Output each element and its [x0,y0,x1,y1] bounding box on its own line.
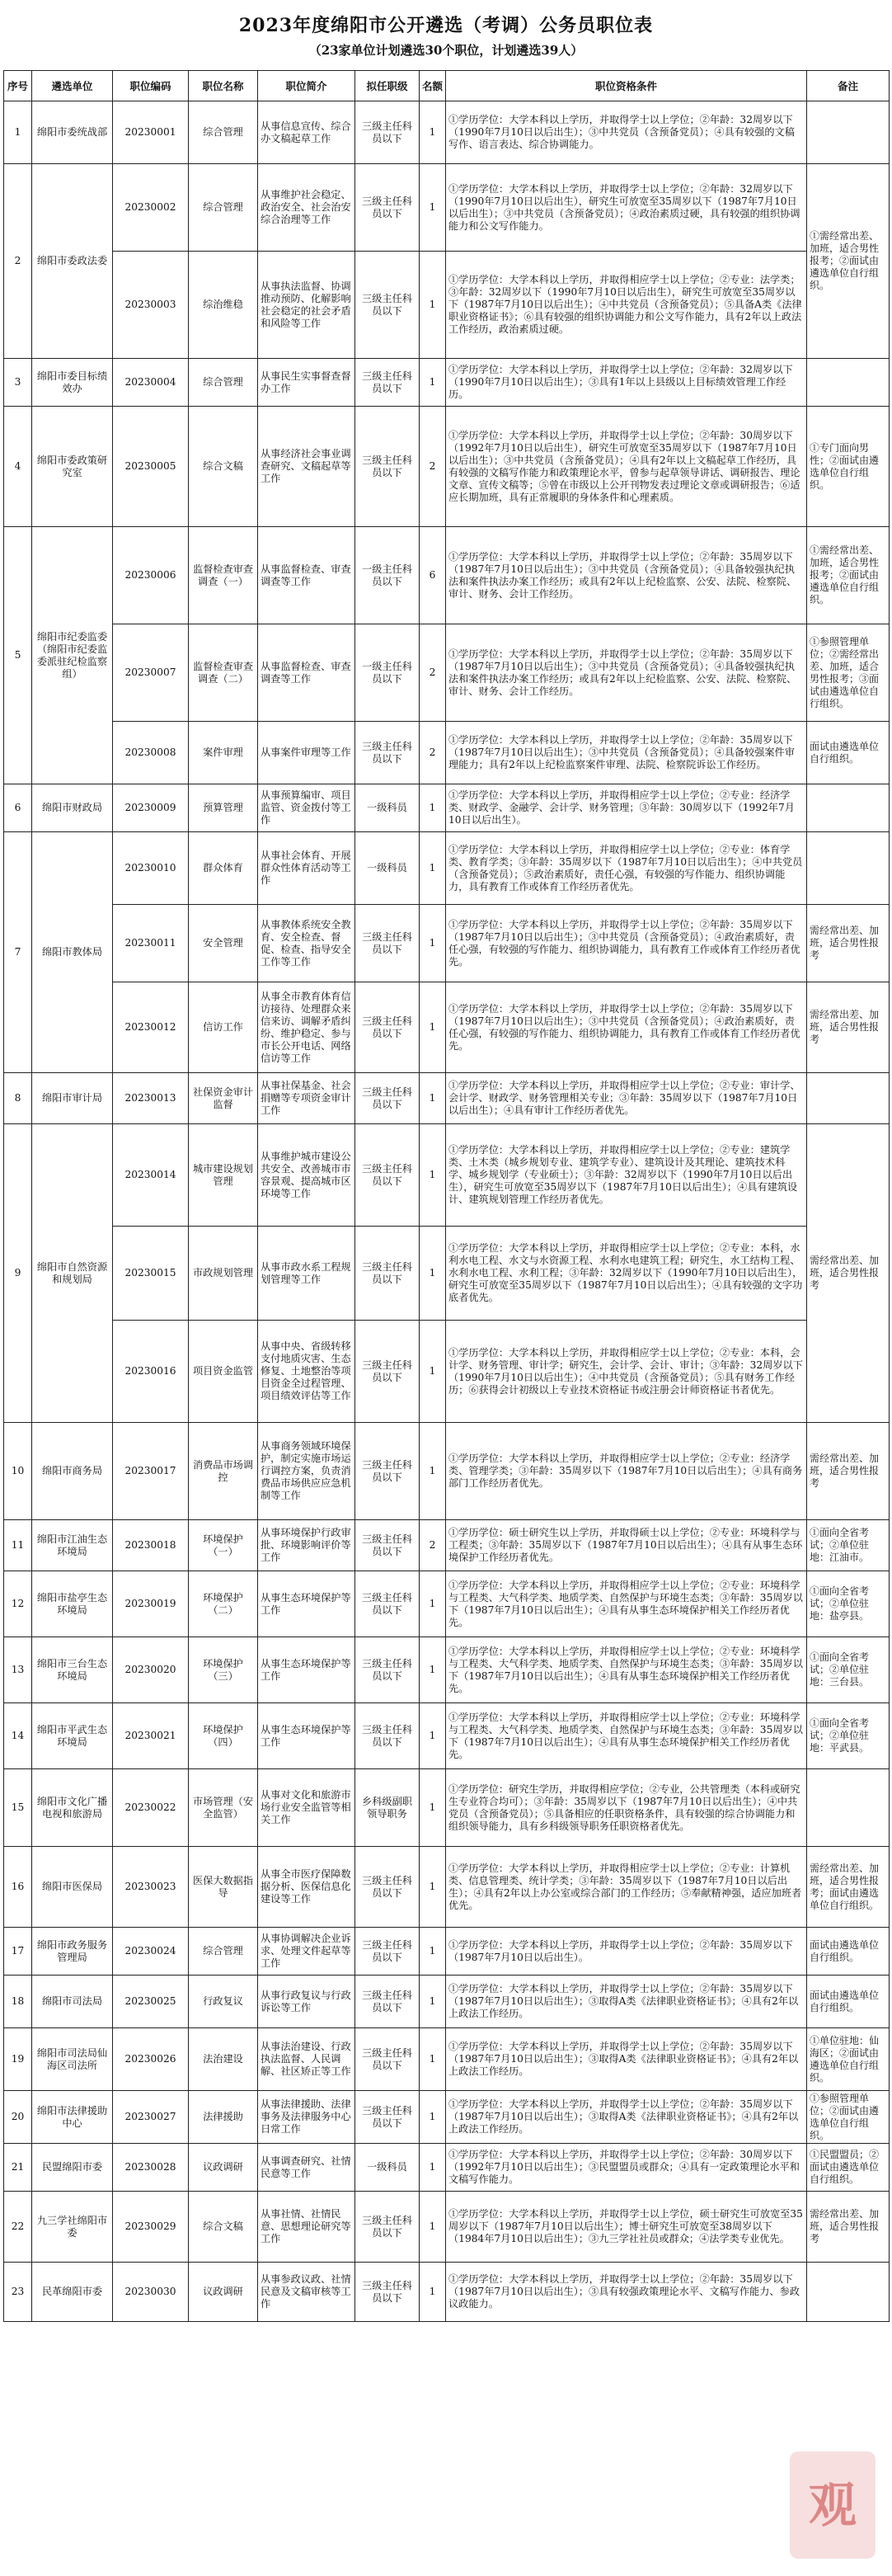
cell-index: 6 [4,784,32,832]
cell-quota: 6 [420,527,446,624]
cell-code: 20230026 [113,2028,189,2091]
cell-position: 群众体育 [189,832,258,905]
cell-level: 三级主任科员以下 [355,1928,420,1976]
cell-remarks: 面试由遴选单位自行组织。 [807,1928,890,1976]
cell-level: 一级科员 [355,832,420,905]
cell-level: 一级科员 [355,2144,420,2192]
cell-level: 三级主任科员以下 [355,1703,420,1769]
table-row [4,2144,890,2192]
cell-level: 三级主任科员以下 [355,1571,420,1637]
cell-index: 11 [4,1520,32,1571]
cell-quota: 1 [420,1703,446,1769]
cell-position: 医保大数据指导 [189,1847,258,1928]
cell-position: 综合文稿 [189,2192,258,2263]
cell-position: 议政调研 [189,2144,258,2192]
cell-quota: 1 [420,982,446,1073]
cell-remarks: ①面向全省考试；②单位驻地：江油市。 [807,1520,890,1571]
header-requirements: 职位资格条件 [446,71,807,101]
cell-code: 20230005 [113,407,189,527]
cell-position: 安全管理 [189,905,258,982]
cell-position: 监督检查审查调查（一） [189,527,258,624]
cell-index: 2 [4,164,32,359]
cell-quota: 1 [420,832,446,905]
cell-unit: 绵阳市司法局仙海区司法所 [32,2028,113,2091]
cell-unit: 绵阳市委统战部 [32,101,113,164]
cell-quota: 1 [420,1769,446,1847]
cell-quota: 1 [420,1571,446,1637]
cell-level: 一级科员 [355,784,420,832]
table-row [4,2028,890,2091]
header-unit: 遴选单位 [32,71,113,101]
table-row [4,905,890,982]
cell-requirements: ①学历学位：大学本科以上学历，并取得学士以上学位；②年龄：35周岁以下（1987年7月10日以后出生）；③中共党员（含预备党员）；④具备较强执纪执法和案件执法办案工作经历；或具有2年以上纪检监察、公安、法院、检察院、审计、财务、会计工作经历。 [446,624,807,722]
header-level: 拟任职级 [355,71,420,101]
table-row [4,164,890,252]
cell-unit: 绵阳市文化广播电视和旅游局 [32,1769,113,1847]
cell-level: 三级主任科员以下 [355,2091,420,2144]
cell-remarks: ①面向全省考试；②单位驻地：平武县。 [807,1703,890,1769]
cell-code: 20230025 [113,1976,189,2028]
cell-requirements: ①学历学位：大学本科以上学历，并取得学士以上学位；②年龄：35周岁以下（1987年7月10日以后出生）。 [446,1928,807,1976]
table-row [4,527,890,624]
cell-level: 三级主任科员以下 [355,1520,420,1571]
cell-code: 20230007 [113,624,189,722]
cell-code: 20230014 [113,1124,189,1227]
cell-unit: 民盟绵阳市委 [32,2144,113,2192]
table-row [4,2091,890,2144]
cell-index: 8 [4,1073,32,1124]
cell-level: 三级主任科员以下 [355,1073,420,1124]
cell-unit: 绵阳市江油生态环境局 [32,1520,113,1571]
cell-index: 13 [4,1637,32,1703]
table-row [4,2192,890,2263]
cell-requirements: ①学历学位：研究生学历，并取得相应学位；②专业，公共管理类（本科或研究生专业符合均可）；③年龄：35周岁以下（1987年7月10日以后出生）；④中共党员（含预备党员）；⑤具备相应的任职资格条件，具有较强的综合协调能力和组织领导能力，具有乡科级领导职务任职资格者优先。 [446,1769,807,1847]
cell-quota: 1 [420,2263,446,2322]
cell-unit: 民革绵阳市委 [32,2263,113,2322]
cell-requirements: ①学历学位：大学本科以上学历，并取得相应学士以上学位；②专业：环境科学与工程类、大气科学类、地质学类、自然保护与环境生态类；③年龄：35周岁以下（1987年7月10日以后出生）；④具有从事生态环境保护相关工作经历者优先。 [446,1637,807,1703]
cell-position: 综合管理 [189,101,258,164]
cell-index: 21 [4,2144,32,2192]
cell-intro: 从事协调解决企业诉求、处理文件起草等工作 [258,1928,355,1976]
cell-quota: 1 [420,1227,446,1321]
cell-index: 4 [4,407,32,527]
header-position: 职位名称 [189,71,258,101]
cell-requirements: ①学历学位：大学本科以上学历，并取得相应学士以上学位；②专业：本科，水利水电工程、水文与水资源工程、水利水电建筑工程；研究生，水工结构工程、水利水电工程、水利工程；③年龄：32周岁以下（1990年7月10日以后出生），研究生可放宽至35周岁以下（1987年7月10日以后出生）；④具有较强的文字功底者优先。 [446,1227,807,1321]
cell-remarks: ①参照管理单位；②面试由遴选单位自行组织。 [807,2091,890,2144]
cell-requirements: ①学历学位：大学本科以上学历，并取得学士以上学位，硕士研究生可放宽至35周岁以下（1987年7月10日以后出生）；博士研究生可放宽至38周岁以下（1984年7月10日以后出生）；③九三学社社员或群众；④法学类专业优先。 [446,2192,807,2263]
table-row [4,1073,890,1124]
header-index: 序号 [4,71,32,101]
cell-level: 三级主任科员以下 [355,1423,420,1520]
cell-unit: 绵阳市医保局 [32,1847,113,1928]
cell-intro: 从事生态环境保护等工作 [258,1703,355,1769]
cell-intro: 从事中央、省级转移支付地质灾害、生态修复、土地整治等项目资金全过程管理、项目绩效评估等工作 [258,1321,355,1423]
cell-requirements: ①学历学位：大学本科以上学历，并取得相应学士以上学位；②专业：本科，会计学、财务管理、审计学；研究生，会计学、会计、审计；③年龄：32周岁以下（1990年7月10日以后出生）；④中共党员（含预备党员）；⑤具有财务工作经历；⑥获得会计初级以上专业技术资格证书或注册会计师资格证书者优先。 [446,1321,807,1423]
cell-code: 20230022 [113,1769,189,1847]
table-row [4,832,890,905]
cell-requirements: ①学历学位：大学本科以上学历，并取得学士以上学位；②年龄：35周岁以下（1987年7月10日以后出生）；③中共党员（含预备党员）；④政治素质好，责任心强，有较强的写作能力、组织协调能力，具有教育工作或体育工作经历者优先。 [446,905,807,982]
table-row [4,1769,890,1847]
cell-quota: 1 [420,101,446,164]
cell-code: 20230010 [113,832,189,905]
cell-requirements: ①学历学位：大学本科以上学历，并取得相应学士以上学位；②专业：审计学、会计学、财政学、财务管理相关专业；③年龄：35周岁以下（1987年7月10日以后出生）；④具有审计工作经历者优先。 [446,1073,807,1124]
cell-code: 20230028 [113,2144,189,2192]
cell-unit: 绵阳市自然资源和规划局 [32,1124,113,1423]
cell-position: 法治建设 [189,2028,258,2091]
cell-quota: 1 [420,2091,446,2144]
cell-intro: 从事全市医疗保障数据分析、医保信息化建设等工作 [258,1847,355,1928]
cell-index: 19 [4,2028,32,2091]
cell-intro: 从事对文化和旅游市场行业安全监管等相关工作 [258,1769,355,1847]
cell-unit: 绵阳市财政局 [32,784,113,832]
cell-remarks: 面试由遴选单位自行组织。 [807,1976,890,2028]
cell-code: 20230019 [113,1571,189,1637]
table-row [4,1321,890,1423]
cell-remarks: ①参照管理单位；②需经常出差、加班，适合男性报考；③面试由遴选单位自行组织。 [807,624,890,722]
cell-unit: 绵阳市委政法委 [32,164,113,359]
table-row [4,1976,890,2028]
position-table [3,70,890,2322]
cell-intro: 从事法治建设、行政执法监督、人民调解、社区矫正等工作 [258,2028,355,2091]
cell-position: 环境保护（二） [189,1571,258,1637]
cell-remarks: ①民盟盟员；②面试由遴选单位自行组织。 [807,2144,890,2192]
cell-quota: 2 [420,722,446,784]
cell-remarks: 需经常出差、加班，适合男性报考 [807,2192,890,2263]
cell-position: 环境保护（四） [189,1703,258,1769]
cell-position: 环境保护（三） [189,1637,258,1703]
cell-unit: 绵阳市教体局 [32,832,113,1073]
cell-level: 三级主任科员以下 [355,982,420,1073]
document-subtitle: （23家单位计划遴选30个职位，计划遴选39人） [308,43,584,58]
table-row [4,101,890,164]
cell-code: 20230016 [113,1321,189,1423]
table-row [4,1124,890,1227]
cell-unit: 绵阳市政务服务管理局 [32,1928,113,1976]
cell-level: 三级主任科员以下 [355,1124,420,1227]
table-row [4,1637,890,1703]
cell-code: 20230017 [113,1423,189,1520]
cell-unit: 绵阳市司法局 [32,1976,113,2028]
table-row [4,1847,890,1928]
cell-index: 10 [4,1423,32,1520]
cell-position: 监督检查审查调查（二） [189,624,258,722]
cell-code: 20230011 [113,905,189,982]
table-row [4,1703,890,1769]
cell-requirements: ①学历学位：大学本科以上学历，并取得相应学士以上学位；②专业：建筑学类、土木类（城乡规划专业、建筑学专业）、建筑设计及其理论、建筑技术科学、城乡规划学（专业硕士）；③年龄：32周岁以下（1990年7月10日以后出生），研究生可放宽至35周岁以下（1987年7月10日以后出生）；④具有建筑设计、建筑规划管理工作经历者优先。 [446,1124,807,1227]
cell-level: 三级主任科员以下 [355,1321,420,1423]
header-intro: 职位简介 [258,71,355,101]
cell-code: 20230009 [113,784,189,832]
cell-requirements: ①学历学位：大学本科以上学历，并取得相应学士以上学位；②专业：经济学类、财政学、金融学、会计学、财务管理；③年龄：30周岁以下（1992年7月10日以后出生）。 [446,784,807,832]
cell-code: 20230002 [113,164,189,252]
cell-remarks [807,2263,890,2322]
cell-requirements: ①学历学位：大学本科以上学历，并取得相应学士以上学位；②专业：体育学类、教育学类；③年龄：35周岁以下（1987年7月10日以后出生）；④中共党员（含预备党员）；⑤政治素质好，责任心强，有较强的写作能力、组织协调能力，具有教育工作或体育工作经历者优先。 [446,832,807,905]
cell-position: 预算管理 [189,784,258,832]
cell-remarks: 需经常出差、加班，适合男性报考；面试由遴选单位自行组织。 [807,1847,890,1928]
cell-index: 3 [4,359,32,407]
cell-intro: 从事维护城市建设公共安全、改善城市市容景观、提高城市区环境等工作 [258,1124,355,1227]
cell-unit: 绵阳市纪委监委（绵阳市纪委监委派驻纪检监察组） [32,527,113,784]
cell-position: 综治维稳 [189,252,258,359]
cell-requirements: ①学历学位：大学本科以上学历，并取得学士以上学位；②年龄：35周岁以下（1987年7月10日以后出生）；③具有较强政策理论水平、文稿写作能力、参政议政能力。 [446,2263,807,2322]
cell-position: 信访工作 [189,982,258,1073]
cell-level: 三级主任科员以下 [355,722,420,784]
cell-remarks [807,359,890,407]
cell-unit: 绵阳市审计局 [32,1073,113,1124]
cell-index: 20 [4,2091,32,2144]
cell-remarks [807,832,890,905]
cell-requirements: ①学历学位：大学本科以上学历，并取得相应学士以上学位；②专业：经济学类、管理学类；③年龄：35周岁以下（1987年7月10日以后出生）；④具有商务部门工作经历者优先。 [446,1423,807,1520]
cell-level: 一级主任科员以下 [355,527,420,624]
cell-level: 三级主任科员以下 [355,1227,420,1321]
cell-level: 三级主任科员以下 [355,164,420,252]
cell-quota: 1 [420,2144,446,2192]
cell-index: 22 [4,2192,32,2263]
cell-remarks: ①面向全省考试；②单位驻地：盐亭县。 [807,1571,890,1637]
cell-intro: 从事预算编审、项目监管、资金拨付等工作 [258,784,355,832]
cell-requirements: ①学历学位：大学本科以上学历，并取得学士以上学位；②年龄：35周岁以下（1987年7月10日以后出生）；③取得A类《法律职业资格证书》；④具有2年以上政法工作经历。 [446,2091,807,2144]
cell-position: 综合文稿 [189,407,258,527]
cell-quota: 2 [420,407,446,527]
cell-code: 20230008 [113,722,189,784]
table-row [4,624,890,722]
cell-level: 三级主任科员以下 [355,407,420,527]
cell-requirements: ①学历学位：大学本科以上学历，并取得学士以上学位；②年龄：35周岁以下（1987年7月10日以后出生）；③取得A类《法律职业资格证书》；④具有2年以上政法工作经历。 [446,1976,807,2028]
table-row [4,359,890,407]
cell-intro: 从事行政复议与行政诉讼等工作 [258,1976,355,2028]
cell-intro: 从事教体系统安全教育、安全检查、督促、检查、指导安全工作等工作 [258,905,355,982]
cell-level: 三级主任科员以下 [355,252,420,359]
cell-intro: 从事法律援助、法律事务及法律服务中心日常工作 [258,2091,355,2144]
cell-intro: 从事全市教育体育信访接待、处理群众来信来访、调解矛盾纠纷、维护稳定、参与市长公开电话、网络信访等工作 [258,982,355,1073]
table-row [4,784,890,832]
cell-index: 17 [4,1928,32,1976]
table-row [4,1520,890,1571]
cell-level: 三级主任科员以下 [355,1637,420,1703]
watermark-logo: 观 [790,2451,876,2559]
cell-index: 5 [4,527,32,784]
cell-index: 12 [4,1571,32,1637]
cell-unit: 绵阳市商务局 [32,1423,113,1520]
cell-code: 20230013 [113,1073,189,1124]
cell-level: 三级主任科员以下 [355,2263,420,2322]
table-row [4,1571,890,1637]
cell-level: 三级主任科员以下 [355,2028,420,2091]
cell-intro: 从事商务领域环境保护，制定实施市场运行调控方案，负责消费品市场供应应急机制等工作 [258,1423,355,1520]
cell-quota: 1 [420,252,446,359]
cell-code: 20230030 [113,2263,189,2322]
cell-code: 20230003 [113,252,189,359]
cell-requirements: ①学历学位：大学本科以上学历，并取得学士以上学位；②年龄：32周岁以下（1990年7月10日以后出生）；③具有1年以上县级以上目标绩效管理工作经历。 [446,359,807,407]
cell-remarks [807,1073,890,1124]
cell-unit: 绵阳市法律援助中心 [32,2091,113,2144]
cell-requirements: ①学历学位：大学本科以上学历，并取得相应学士以上学位；②专业：环境科学与工程类、大气科学类、地质学类、自然保护与环境生态类；③年龄：35周岁以下（1987年7月10日以后出生）；④具有从事生态环境保护相关工作经历者优先。 [446,1571,807,1637]
cell-position: 综合管理 [189,359,258,407]
cell-code: 20230018 [113,1520,189,1571]
cell-requirements: ①学历学位：大学本科以上学历，并取得学士以上学位；②年龄：35周岁以下（1987年7月10日以后出生）；③中共党员（含预备党员）；④政治素质好，责任心强，有较强的写作能力、组织协调能力，具有教育工作或体育工作经历者优先。 [446,982,807,1073]
cell-remarks: ①需经常出差、加班，适合男性报考；②面试由遴选单位自行组织。 [807,527,890,624]
cell-quota: 2 [420,624,446,722]
cell-remarks: ①需经常出差、加班，适合男性报考；②面试由遴选单位自行组织。 [807,164,890,359]
cell-position: 项目资金监管 [189,1321,258,1423]
cell-quota: 1 [420,784,446,832]
cell-intro: 从事社保基金、社会捐赠等专项资金审计工作 [258,1073,355,1124]
cell-position: 市场管理（安全监管） [189,1769,258,1847]
document-title: 2023年度绵阳市公开遴选（考调）公务员职位表 [238,15,654,36]
cell-intro: 从事维护社会稳定、政治安全、社会治安综合治理等工作 [258,164,355,252]
cell-intro: 从事社会体育、开展群众性体育活动等工作 [258,832,355,905]
table-header-row [4,71,890,101]
cell-requirements: ①学历学位：大学本科以上学历，并取得学士以上学位；②年龄：35周岁以下（1987年7月10日以后出生）；③取得A类《法律职业资格证书》；④具有2年以上政法工作经历。 [446,2028,807,2091]
cell-level: 三级主任科员以下 [355,905,420,982]
cell-intro: 从事调查研究、社情民意等工作 [258,2144,355,2192]
cell-position: 议政调研 [189,2263,258,2322]
cell-code: 20230029 [113,2192,189,2263]
cell-index: 15 [4,1769,32,1847]
cell-index: 1 [4,101,32,164]
cell-intro: 从事民生实事督查督办工作 [258,359,355,407]
header-code: 职位编码 [113,71,189,101]
cell-requirements: ①学历学位：大学本科以上学历，并取得学士以上学位；②年龄：32周岁以下（1990年7月10日以后出生），研究生可放宽至35周岁以下（1987年7月10日以后出生）；③中共党员（含预备党员）；④政治素质过硬，具有较强的组织协调能力和公文写作能力。 [446,164,807,252]
cell-remarks: 需经常出差、加班，适合男性报考 [807,1423,890,1520]
cell-code: 20230006 [113,527,189,624]
cell-quota: 1 [420,1637,446,1703]
cell-position: 法律援助 [189,2091,258,2144]
cell-intro: 从事案件审理等工作 [258,722,355,784]
cell-position: 案件审理 [189,722,258,784]
cell-position: 综合管理 [189,164,258,252]
cell-index: 18 [4,1976,32,2028]
cell-level: 三级主任科员以下 [355,2192,420,2263]
cell-requirements: ①学历学位：大学本科以上学历，并取得相应学士以上学位；②专业：计算机类、信息管理类、统计学类；③年龄：35周岁以下（1987年7月10日以后出生）；④具有2年以上办公室或综合部门的工作经历；⑤奉献精神强，适应加班者优先。 [446,1847,807,1928]
cell-code: 20230024 [113,1928,189,1976]
cell-unit: 绵阳市平武生态环境局 [32,1703,113,1769]
cell-quota: 1 [420,1321,446,1423]
cell-index: 16 [4,1847,32,1928]
cell-position: 行政复议 [189,1976,258,2028]
cell-unit: 九三学社绵阳市委 [32,2192,113,2263]
cell-position: 综合管理 [189,1928,258,1976]
cell-code: 20230004 [113,359,189,407]
cell-code: 20230001 [113,101,189,164]
cell-unit: 绵阳市委政策研究室 [32,407,113,527]
cell-remarks [807,784,890,832]
cell-requirements: ①学历学位：大学本科以上学历，并取得相应学士以上学位；②专业：法学类；③年龄：32周岁以下（1990年7月10日以后出生），研究生可放宽至35周岁以下（1987年7月10日以后出生）；④中共党员（含预备党员）；⑤具备A类《法律职业资格证书》；⑥具有较强的组织协调能力和公文写作能力，具有2年以上政法工作经历，政治素质过硬。 [446,252,807,359]
cell-remarks: 需经常出差、加班，适合男性报考 [807,982,890,1073]
cell-quota: 1 [420,1928,446,1976]
cell-intro: 从事监督检查、审查调查等工作 [258,624,355,722]
cell-position: 环境保护（一） [189,1520,258,1571]
cell-quota: 1 [420,164,446,252]
table-row [4,1928,890,1976]
cell-remarks [807,101,890,164]
cell-intro: 从事执法监督、协调推动预防、化解影响社会稳定的社会矛盾和风险等工作 [258,252,355,359]
cell-requirements: ①学历学位：大学本科以上学历，并取得学士以上学位；②年龄：35周岁以下（1987年7月10日以后出生）；③中共党员（含预备党员）；④具备较强案件审理能力；具有2年以上纪检监察案件审理、法院、检察院诉讼工作经历。 [446,722,807,784]
cell-position: 城市建设规划管理 [189,1124,258,1227]
cell-quota: 1 [420,1976,446,2028]
table-row [4,407,890,527]
cell-intro: 从事信息宣传、综合办文稿起草工作 [258,101,355,164]
cell-position: 市政规划管理 [189,1227,258,1321]
cell-intro: 从事市政水系工程规划管理等工作 [258,1227,355,1321]
cell-quota: 1 [420,1073,446,1124]
table-row [4,2263,890,2322]
cell-intro: 从事参政议政、社情民意及文稿审核等工作 [258,2263,355,2322]
cell-remarks: 面试由遴选单位自行组织。 [807,722,890,784]
cell-index: 9 [4,1124,32,1423]
cell-requirements: ①学历学位：大学本科以上学历，并取得学士以上学位；②年龄：30周岁以下（1992年7月10日以后出生），研究生可放宽至35周岁以下（1987年7月10日以后出生）；③中共党员（含预备党员）；④具有2年以上文稿起草工作经历，具有较强的文稿写作能力和政策理论水平，曾参与起草领导讲话、调研报告、理论文章、宣传文稿等；⑤曾在市级以上公开刊物发表过理论文章或调研报告；⑥适应长期加班，具有正常履职的身体条件和心理素质。 [446,407,807,527]
cell-index: 7 [4,832,32,1073]
cell-requirements: ①学历学位：大学本科以上学历，并取得学士以上学位；②年龄：35周岁以下（1987年7月10日以后出生）；③中共党员（含预备党员）；④具备较强执纪执法和案件执法办案工作经历；或具有2年以上纪检监察、公安、法院、检察院、审计、财务、会计工作经历。 [446,527,807,624]
cell-quota: 1 [420,2028,446,2091]
table-row [4,1227,890,1321]
cell-intro: 从事环境保护行政审批、环境影响评价等工作 [258,1520,355,1571]
cell-level: 三级主任科员以下 [355,359,420,407]
cell-index: 14 [4,1703,32,1769]
cell-code: 20230015 [113,1227,189,1321]
cell-position: 社保资金审计监督 [189,1073,258,1124]
cell-unit: 绵阳市盐亭生态环境局 [32,1571,113,1637]
cell-level: 三级主任科员以下 [355,1847,420,1928]
cell-intro: 从事社情、社情民意、思想理论研究等工作 [258,2192,355,2263]
cell-quota: 1 [420,1124,446,1227]
cell-intro: 从事监督检查、审查调查等工作 [258,527,355,624]
cell-remarks: ①面向全省考试；②单位驻地：三台县。 [807,1637,890,1703]
cell-quota: 1 [420,1847,446,1928]
cell-position: 消费品市场调控 [189,1423,258,1520]
cell-index: 23 [4,2263,32,2322]
cell-unit: 绵阳市三台生态环境局 [32,1637,113,1703]
table-row [4,982,890,1073]
cell-requirements: ①学历学位：大学本科以上学历，并取得学士以上学位；②年龄：32周岁以下（1990年7月10日以后出生）；③中共党员（含预备党员）；④具有较强的文稿写作、语言表达、综合协调能力。 [446,101,807,164]
cell-quota: 1 [420,1423,446,1520]
cell-code: 20230023 [113,1847,189,1928]
cell-code: 20230027 [113,2091,189,2144]
cell-level: 三级主任科员以下 [355,1976,420,2028]
cell-quota: 1 [420,905,446,982]
table-row [4,1423,890,1520]
cell-level: 三级主任科员以下 [355,101,420,164]
table-row [4,252,890,359]
cell-quota: 1 [420,359,446,407]
cell-quota: 2 [420,1520,446,1571]
cell-code: 20230020 [113,1637,189,1703]
cell-requirements: ①学历学位：大学本科以上学历，并取得相应学士以上学位；②专业：环境科学与工程类、大气科学类、地质学类、自然保护与环境生态类；③年龄：35周岁以下（1987年7月10日以后出生）；④具有从事生态环境保护相关工作经历者优先。 [446,1703,807,1769]
cell-intro: 从事经济社会事业调查研究、文稿起草等工作 [258,407,355,527]
cell-level: 乡科级副职领导职务 [355,1769,420,1847]
cell-level: 一级主任科员以下 [355,624,420,722]
cell-remarks: ①专门面向男性；②面试由遴选单位自行组织。 [807,407,890,527]
cell-remarks: 需经常出差、加班，适合男性报考 [807,905,890,982]
cell-intro: 从事生态环境保护等工作 [258,1637,355,1703]
cell-intro: 从事生态环境保护等工作 [258,1571,355,1637]
cell-remarks [807,1769,890,1847]
cell-remarks: ①单位驻地：仙海区；②面试由遴选单位自行组织。 [807,2028,890,2091]
cell-code: 20230021 [113,1703,189,1769]
cell-quota: 1 [420,2192,446,2263]
cell-requirements: ①学历学位：大学本科以上学历，并取得学士以上学位；②年龄：30周岁以下（1992年7月10日以后出生）；③民盟盟员或群众；④具有一定政策理论水平和文稿写作能力。 [446,2144,807,2192]
cell-remarks: 需经常出差、加班，适合男性报考 [807,1124,890,1423]
table-row [4,722,890,784]
header-quota: 名额 [420,71,446,101]
cell-unit: 绵阳市委目标绩效办 [32,359,113,407]
cell-requirements: ①学历学位：硕士研究生以上学历，并取得硕士以上学位；②专业：环境科学与工程类；③年龄：35周岁以下（1987年7月10日以后出生）；④具有从事生态环境保护工作经历者优先。 [446,1520,807,1571]
header-remarks: 备注 [807,71,890,101]
cell-code: 20230012 [113,982,189,1073]
